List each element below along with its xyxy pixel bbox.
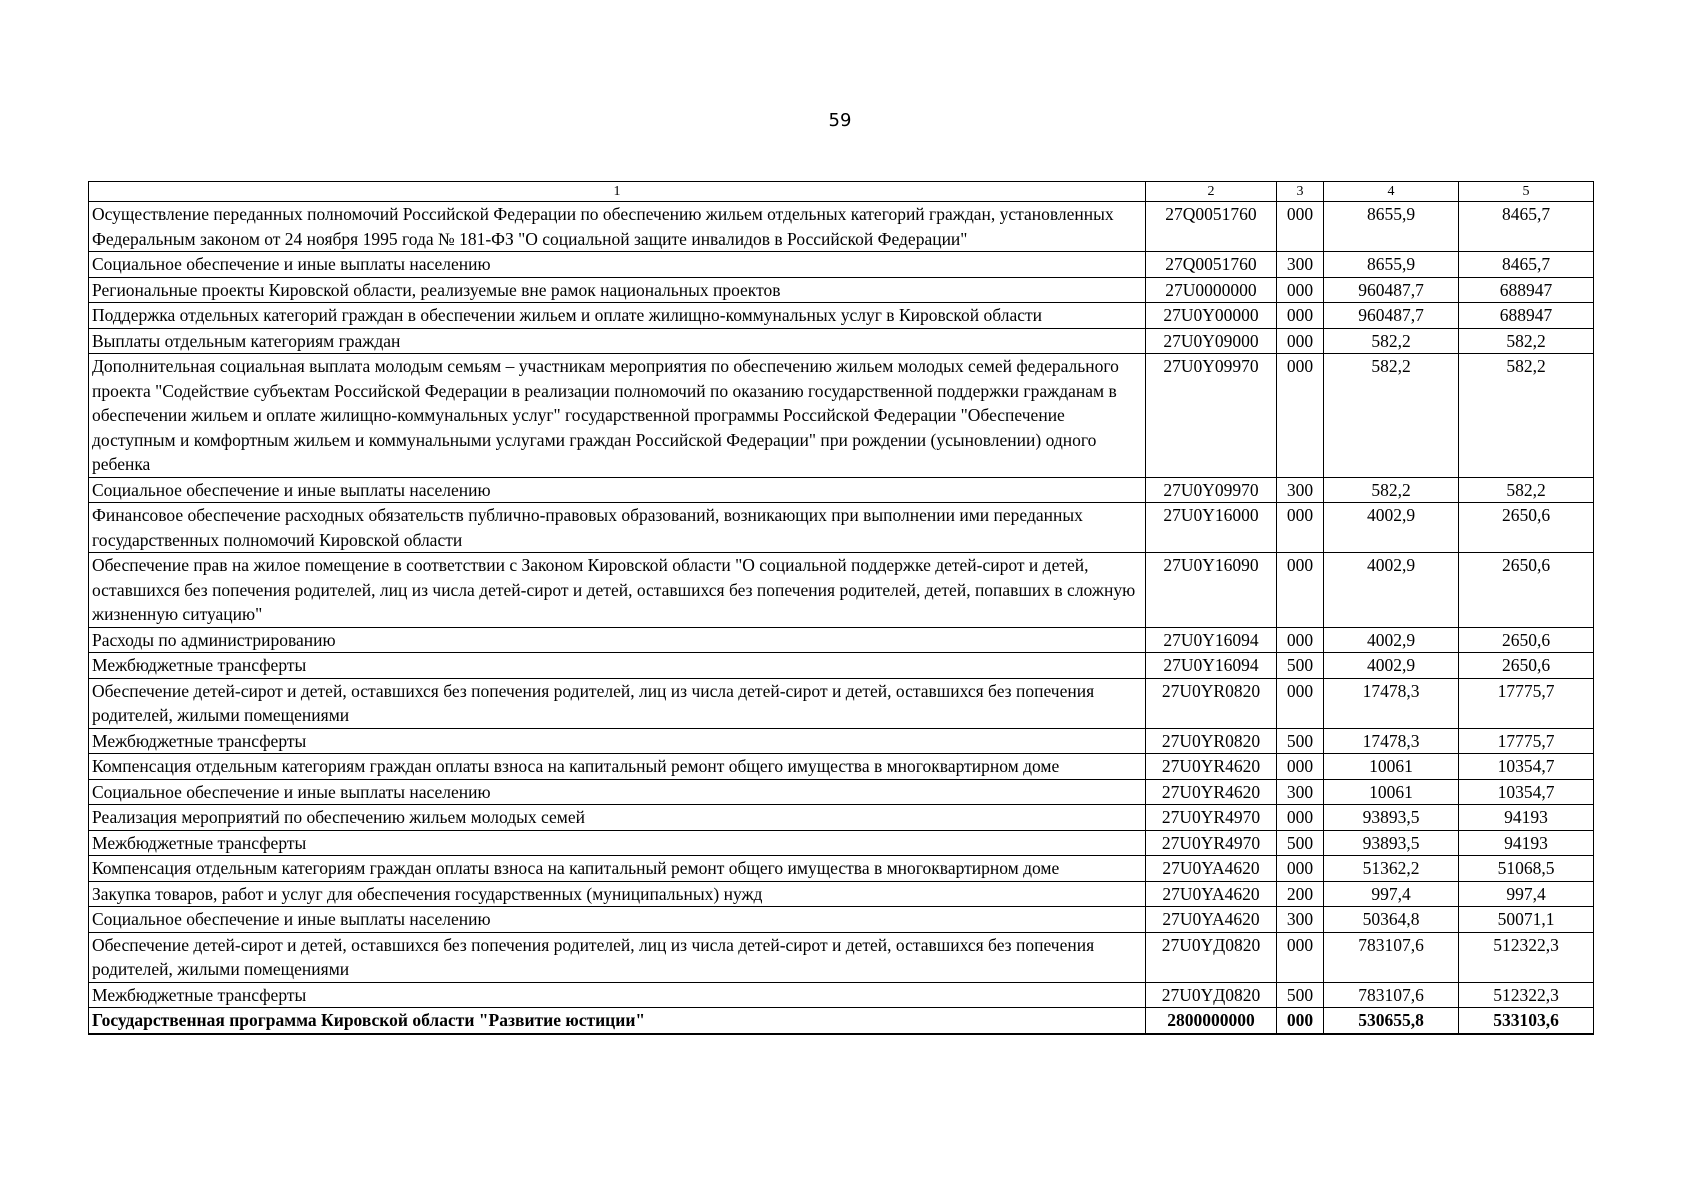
row-code-cell: 27U0YR4620 xyxy=(1146,754,1277,780)
row-value-1-cell: 10061 xyxy=(1324,754,1459,780)
table-row xyxy=(89,907,1594,933)
row-name-cell: Социальное обеспечение и иные выплаты населению xyxy=(89,779,1146,805)
table-header-row xyxy=(89,182,1594,202)
row-name-cell: Государственная программа Кировской области "Развитие юстиции" xyxy=(89,1008,1146,1034)
table-row xyxy=(89,779,1594,805)
row-name-cell: Поддержка отдельных категорий граждан в обеспечении жильем и оплате жилищно-коммунальных услуг в Кировской области xyxy=(89,303,1146,329)
row-value-1-cell: 582,2 xyxy=(1324,354,1459,478)
row-name-cell: Реализация мероприятий по обеспечению жильем молодых семей xyxy=(89,805,1146,831)
table-row xyxy=(89,678,1594,728)
row-value-2-cell: 688947 xyxy=(1459,303,1594,329)
table-row xyxy=(89,252,1594,278)
row-name-cell: Компенсация отдельным категориям граждан оплаты взноса на капитальный ремонт общего имущества в многоквартирном доме xyxy=(89,754,1146,780)
row-value-2-cell: 512322,3 xyxy=(1459,982,1594,1008)
row-type-cell: 000 xyxy=(1277,856,1324,882)
table-row xyxy=(89,277,1594,303)
row-value-1-cell: 8655,9 xyxy=(1324,252,1459,278)
row-type-cell: 000 xyxy=(1277,354,1324,478)
table-row xyxy=(89,202,1594,252)
row-code-cell: 27Q0051760 xyxy=(1146,202,1277,252)
row-type-cell: 000 xyxy=(1277,754,1324,780)
row-name-cell: Социальное обеспечение и иные выплаты населению xyxy=(89,477,1146,503)
row-value-2-cell: 94193 xyxy=(1459,805,1594,831)
row-value-1-cell: 4002,9 xyxy=(1324,553,1459,628)
row-code-cell: 27U0YA4620 xyxy=(1146,856,1277,882)
row-type-cell: 300 xyxy=(1277,252,1324,278)
row-value-1-cell: 582,2 xyxy=(1324,328,1459,354)
row-value-2-cell: 997,4 xyxy=(1459,881,1594,907)
row-type-cell: 000 xyxy=(1277,932,1324,982)
row-code-cell: 27U0YД0820 xyxy=(1146,982,1277,1008)
row-type-cell: 500 xyxy=(1277,982,1324,1008)
row-value-1-cell: 17478,3 xyxy=(1324,678,1459,728)
column-header-1: 1 xyxy=(89,182,1146,202)
row-value-1-cell: 960487,7 xyxy=(1324,303,1459,329)
row-value-1-cell: 4002,9 xyxy=(1324,627,1459,653)
row-type-cell: 000 xyxy=(1277,553,1324,628)
column-header-2: 2 xyxy=(1146,182,1277,202)
row-type-cell: 300 xyxy=(1277,779,1324,805)
row-code-cell: 27U0YR0820 xyxy=(1146,678,1277,728)
table-row xyxy=(89,627,1594,653)
row-value-1-cell: 530655,8 xyxy=(1324,1008,1459,1034)
budget-table xyxy=(88,181,1594,1035)
row-value-1-cell: 93893,5 xyxy=(1324,830,1459,856)
row-value-2-cell: 512322,3 xyxy=(1459,932,1594,982)
table-row xyxy=(89,881,1594,907)
table-row xyxy=(89,754,1594,780)
row-name-cell: Межбюджетные трансферты xyxy=(89,728,1146,754)
row-code-cell: 27U0Y09970 xyxy=(1146,477,1277,503)
row-value-1-cell: 10061 xyxy=(1324,779,1459,805)
row-type-cell: 000 xyxy=(1277,627,1324,653)
row-name-cell: Выплаты отдельным категориям граждан xyxy=(89,328,1146,354)
row-name-cell: Дополнительная социальная выплата молодым семьям – участникам мероприятия по обеспечению жильем молодых семей федерального проекта "Содействие субъектам Российской Федерации в реализации полномочий по оказанию государственной поддержки гражданам в обеспечении жильем и оплате жилищно-коммунальных услуг" государственной программы Российской Федерации "Обеспечение доступным и комфортным жильем и коммунальными услугами граждан Российской Федерации" при рождении (усыновлении) одного ребенка xyxy=(89,354,1146,478)
row-name-cell: Осуществление переданных полномочий Российской Федерации по обеспечению жильем отдельных категорий граждан, установленных Федеральным законом от 24 ноября 1995 года № 181-ФЗ "О социальной защите инвалидов в Российской Федерации" xyxy=(89,202,1146,252)
row-code-cell: 27U0YД0820 xyxy=(1146,932,1277,982)
row-name-cell: Социальное обеспечение и иные выплаты населению xyxy=(89,907,1146,933)
table-row xyxy=(89,856,1594,882)
table-row xyxy=(89,303,1594,329)
row-type-cell: 000 xyxy=(1277,1008,1324,1034)
row-code-cell: 27Q0051760 xyxy=(1146,252,1277,278)
row-code-cell: 27U0YR4970 xyxy=(1146,830,1277,856)
row-code-cell: 27U0Y16090 xyxy=(1146,553,1277,628)
row-value-1-cell: 783107,6 xyxy=(1324,932,1459,982)
row-value-2-cell: 582,2 xyxy=(1459,328,1594,354)
row-name-cell: Межбюджетные трансферты xyxy=(89,830,1146,856)
row-value-1-cell: 4002,9 xyxy=(1324,503,1459,553)
row-value-2-cell: 51068,5 xyxy=(1459,856,1594,882)
row-code-cell: 27U0YR4620 xyxy=(1146,779,1277,805)
table-row xyxy=(89,982,1594,1008)
row-code-cell: 27U0YA4620 xyxy=(1146,907,1277,933)
row-type-cell: 500 xyxy=(1277,653,1324,679)
row-value-2-cell: 8465,7 xyxy=(1459,202,1594,252)
row-value-2-cell: 2650,6 xyxy=(1459,627,1594,653)
table-row xyxy=(89,932,1594,982)
row-name-cell: Межбюджетные трансферты xyxy=(89,653,1146,679)
row-type-cell: 500 xyxy=(1277,728,1324,754)
row-code-cell: 27U0Y09970 xyxy=(1146,354,1277,478)
row-value-1-cell: 51362,2 xyxy=(1324,856,1459,882)
row-code-cell: 27U0Y16000 xyxy=(1146,503,1277,553)
row-name-cell: Региональные проекты Кировской области, реализуемые вне рамок национальных проектов xyxy=(89,277,1146,303)
row-value-2-cell: 50071,1 xyxy=(1459,907,1594,933)
column-header-3: 3 xyxy=(1277,182,1324,202)
row-type-cell: 200 xyxy=(1277,881,1324,907)
row-value-2-cell: 2650,6 xyxy=(1459,653,1594,679)
row-value-2-cell: 17775,7 xyxy=(1459,678,1594,728)
row-value-1-cell: 997,4 xyxy=(1324,881,1459,907)
table-row xyxy=(89,503,1594,553)
row-type-cell: 000 xyxy=(1277,303,1324,329)
row-code-cell: 27U0Y16094 xyxy=(1146,653,1277,679)
column-header-5: 5 xyxy=(1459,182,1594,202)
row-code-cell: 27U0Y00000 xyxy=(1146,303,1277,329)
column-header-4: 4 xyxy=(1324,182,1459,202)
table-row xyxy=(89,477,1594,503)
table-row xyxy=(89,354,1594,478)
row-value-2-cell: 2650,6 xyxy=(1459,503,1594,553)
row-type-cell: 000 xyxy=(1277,277,1324,303)
row-type-cell: 000 xyxy=(1277,678,1324,728)
row-value-2-cell: 94193 xyxy=(1459,830,1594,856)
row-type-cell: 000 xyxy=(1277,202,1324,252)
row-name-cell: Расходы по администрированию xyxy=(89,627,1146,653)
table-row xyxy=(89,653,1594,679)
row-type-cell: 300 xyxy=(1277,477,1324,503)
row-value-2-cell: 582,2 xyxy=(1459,477,1594,503)
row-name-cell: Закупка товаров, работ и услуг для обеспечения государственных (муниципальных) нужд xyxy=(89,881,1146,907)
row-type-cell: 000 xyxy=(1277,503,1324,553)
row-code-cell: 27U0YR4970 xyxy=(1146,805,1277,831)
row-name-cell: Компенсация отдельным категориям граждан оплаты взноса на капитальный ремонт общего имущества в многоквартирном доме xyxy=(89,856,1146,882)
row-value-2-cell: 688947 xyxy=(1459,277,1594,303)
row-value-1-cell: 4002,9 xyxy=(1324,653,1459,679)
row-code-cell: 27U0Y16094 xyxy=(1146,627,1277,653)
row-value-1-cell: 50364,8 xyxy=(1324,907,1459,933)
page-number: 59 xyxy=(828,110,852,131)
row-type-cell: 000 xyxy=(1277,328,1324,354)
row-value-1-cell: 93893,5 xyxy=(1324,805,1459,831)
row-value-2-cell: 8465,7 xyxy=(1459,252,1594,278)
row-name-cell: Финансовое обеспечение расходных обязательств публично-правовых образований, возникающих при выполнении ими переданных государственных полномочий Кировской области xyxy=(89,503,1146,553)
row-code-cell: 27U0YR0820 xyxy=(1146,728,1277,754)
row-code-cell: 27U0000000 xyxy=(1146,277,1277,303)
row-type-cell: 500 xyxy=(1277,830,1324,856)
table-row xyxy=(89,553,1594,628)
table-row xyxy=(89,830,1594,856)
row-name-cell: Обеспечение прав на жилое помещение в соответствии с Законом Кировской области "О социальной поддержке детей-сирот и детей, оставшихся без попечения родителей, лиц из числа детей-сирот и детей, оставшихся без попечения родителей, детей, попавших в сложную жизненную ситуацию" xyxy=(89,553,1146,628)
row-value-1-cell: 8655,9 xyxy=(1324,202,1459,252)
row-name-cell: Обеспечение детей-сирот и детей, оставшихся без попечения родителей, лиц из числа детей-сирот и детей, оставшихся без попечения родителей, жилыми помещениями xyxy=(89,932,1146,982)
row-value-2-cell: 17775,7 xyxy=(1459,728,1594,754)
row-value-2-cell: 10354,7 xyxy=(1459,779,1594,805)
row-value-2-cell: 582,2 xyxy=(1459,354,1594,478)
row-code-cell: 27U0YA4620 xyxy=(1146,881,1277,907)
table-row xyxy=(89,728,1594,754)
row-code-cell: 2800000000 xyxy=(1146,1008,1277,1034)
row-value-1-cell: 783107,6 xyxy=(1324,982,1459,1008)
row-name-cell: Обеспечение детей-сирот и детей, оставшихся без попечения родителей, лиц из числа детей-сирот и детей, оставшихся без попечения родителей, жилыми помещениями xyxy=(89,678,1146,728)
row-type-cell: 300 xyxy=(1277,907,1324,933)
table-row xyxy=(89,328,1594,354)
row-name-cell: Межбюджетные трансферты xyxy=(89,982,1146,1008)
row-value-2-cell: 2650,6 xyxy=(1459,553,1594,628)
table-row xyxy=(89,1008,1594,1034)
row-value-2-cell: 10354,7 xyxy=(1459,754,1594,780)
table-row xyxy=(89,805,1594,831)
row-type-cell: 000 xyxy=(1277,805,1324,831)
row-value-2-cell: 533103,6 xyxy=(1459,1008,1594,1034)
row-value-1-cell: 960487,7 xyxy=(1324,277,1459,303)
row-code-cell: 27U0Y09000 xyxy=(1146,328,1277,354)
row-value-1-cell: 582,2 xyxy=(1324,477,1459,503)
row-name-cell: Социальное обеспечение и иные выплаты населению xyxy=(89,252,1146,278)
row-value-1-cell: 17478,3 xyxy=(1324,728,1459,754)
